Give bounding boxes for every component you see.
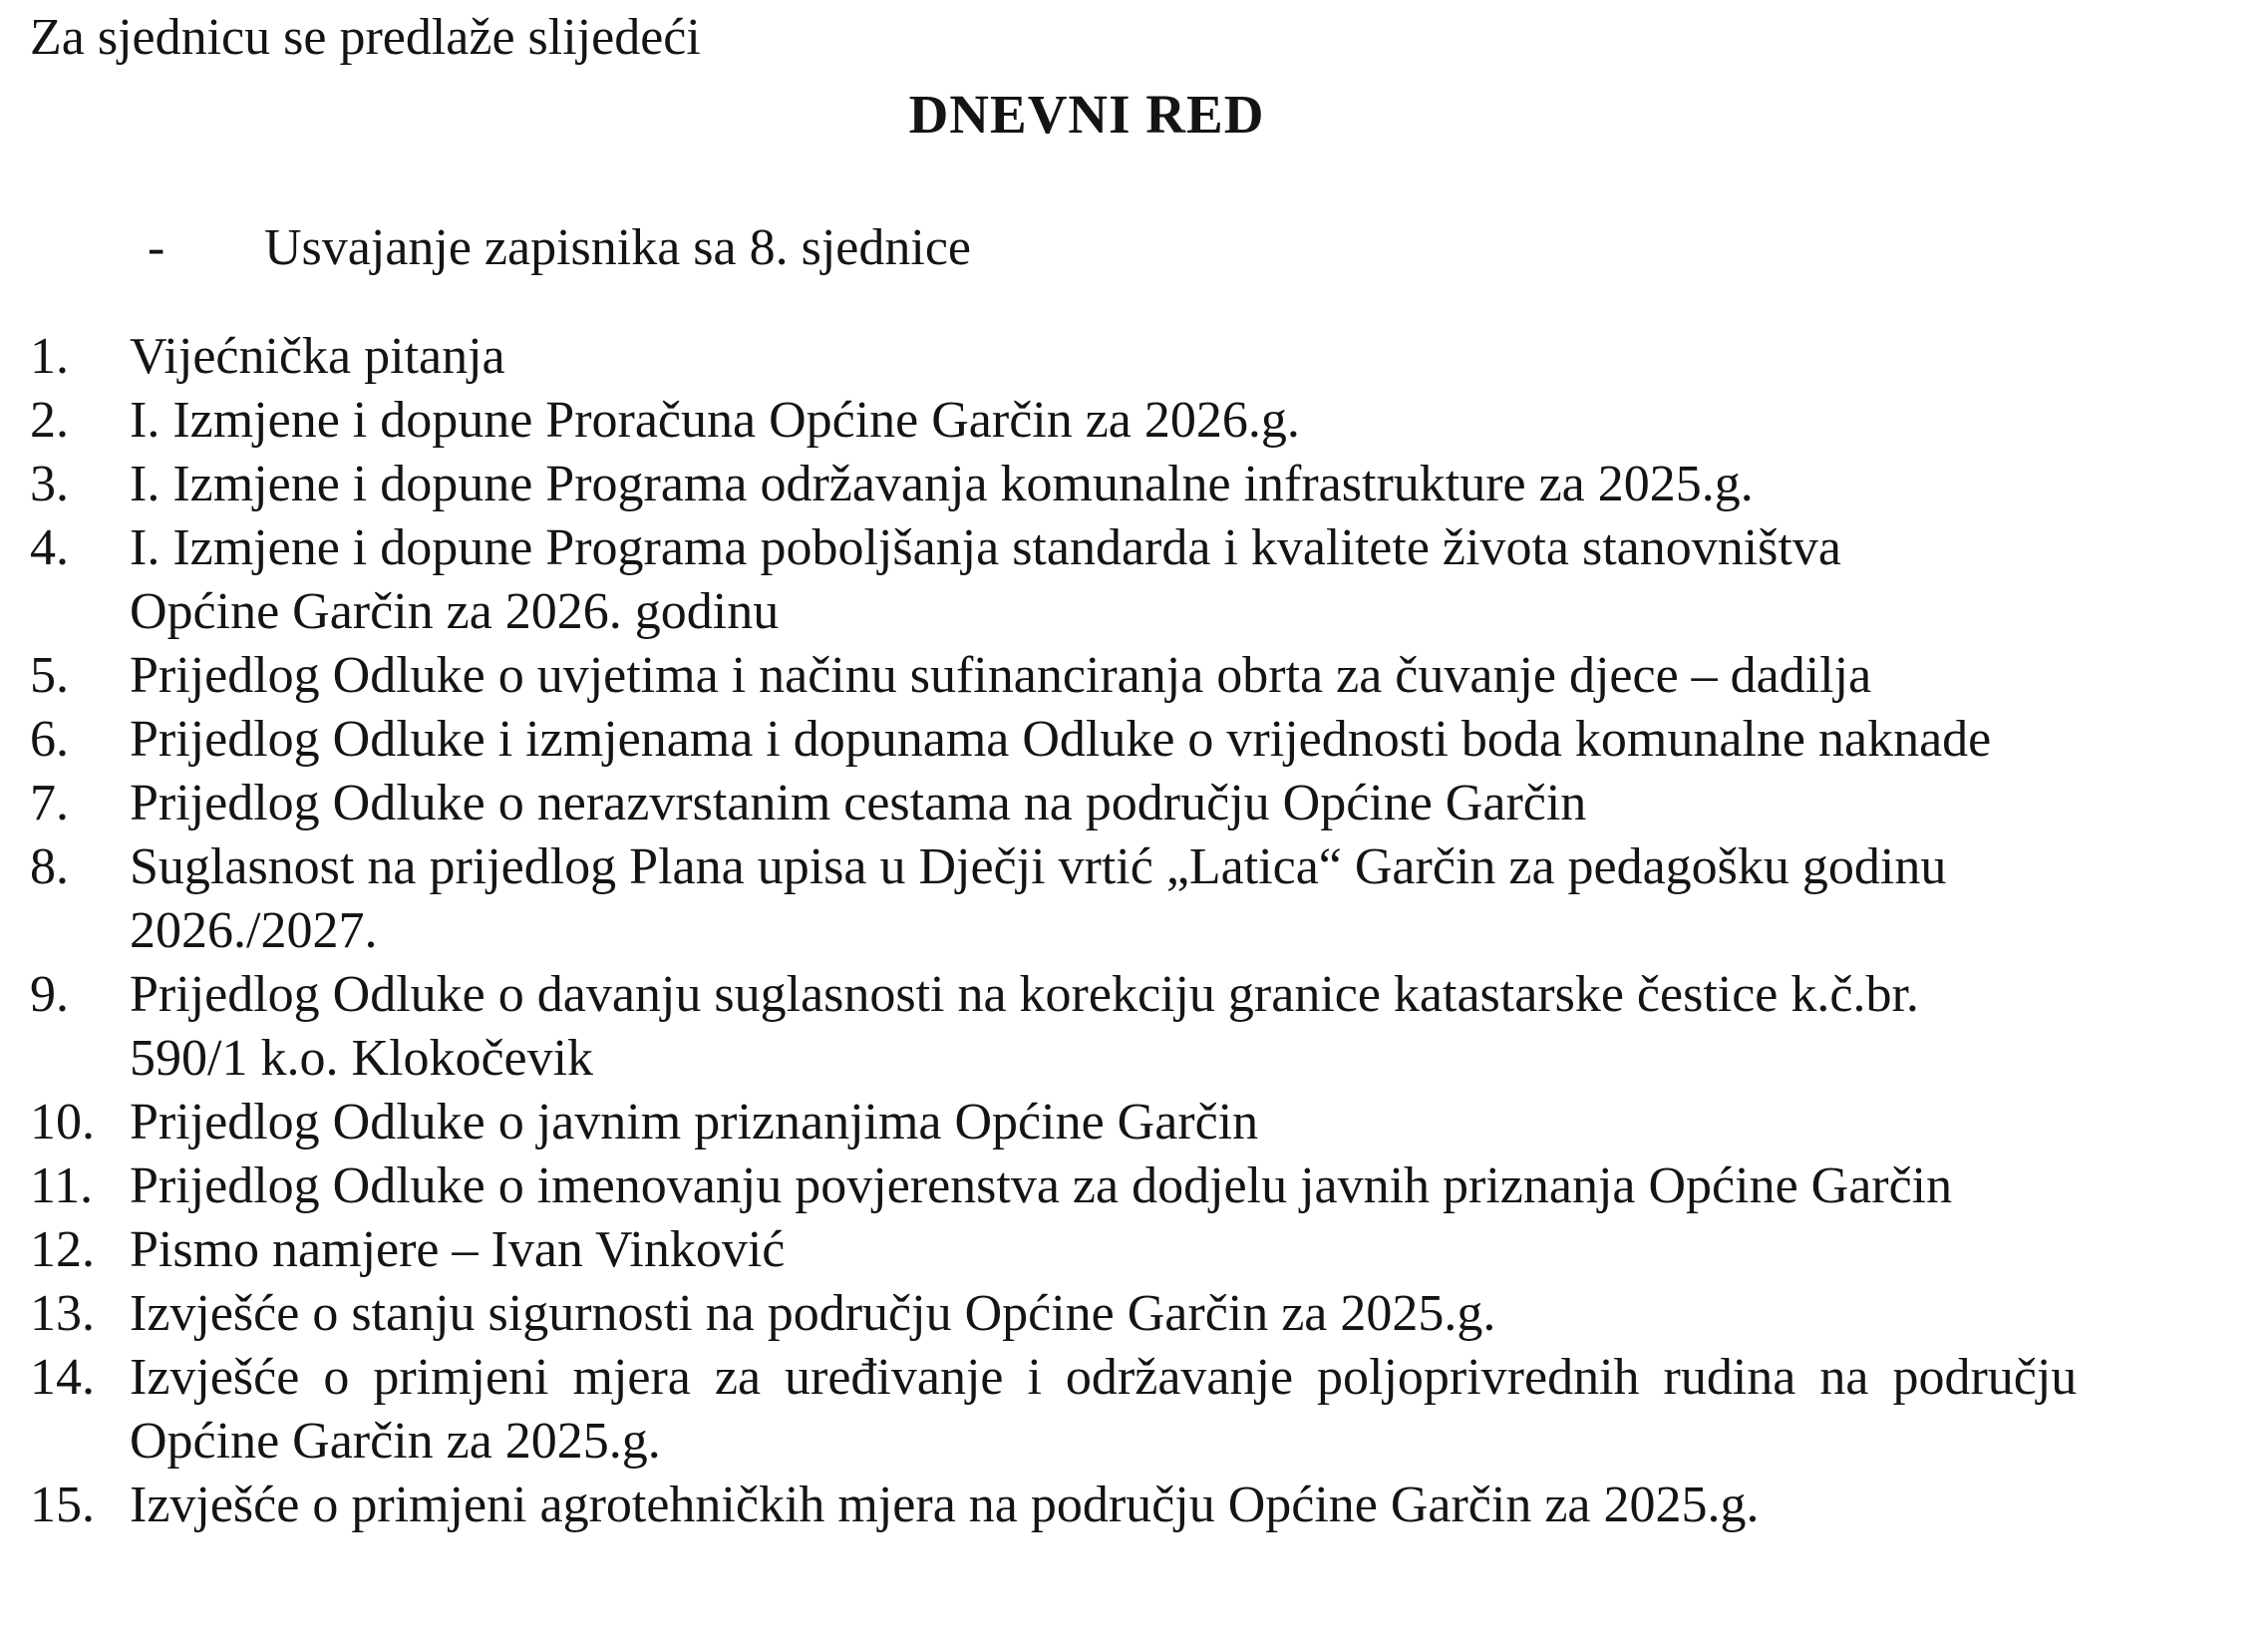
list-item-line [0,1091,2268,1154]
page-title: DNEVNI RED [908,84,1265,145]
bullet-dash: - [148,219,165,276]
item-text: Općine Garčin za 2025.g. [130,1413,661,1470]
item-number: 2. [30,392,69,449]
item-number: 6. [30,711,69,768]
item-number: 8. [30,838,69,895]
list-item-line [0,389,2268,453]
list-item-line [0,1027,2268,1091]
item-text: 590/1 k.o. Klokočevik [130,1030,594,1087]
item-text: Prijedlog Odluke o uvjetima i načinu sufinanciranja obrta za čuvanje djece – dadilja [130,647,1872,704]
list-item-line [0,772,2268,835]
list-item-line [0,1218,2268,1282]
item-number: 12. [30,1221,95,1278]
list-item-line [0,1282,2268,1346]
item-text: Prijedlog Odluke o davanju suglasnosti na korekciju granice katastarske čestice k.č.br. [130,966,1919,1023]
list-item-line [0,963,2268,1027]
item-number: 14. [30,1349,95,1406]
item-text: 2026./2027. [130,902,378,959]
list-item-line [0,835,2268,899]
item-text: Suglasnost na prijedlog Plana upisa u Dječji vrtić „Latica“ Garčin za pedagošku godinu [130,838,1947,895]
list-item-line [0,644,2268,708]
item-number: 13. [30,1285,95,1342]
item-number: 7. [30,775,69,831]
item-text: I. Izmjene i dopune Programa poboljšanja standarda i kvalitete života stanovništva [130,519,1841,576]
item-number: 3. [30,456,69,512]
list-item-line [0,453,2268,516]
bullet-text: Usvajanje zapisnika sa 8. sjednice [264,219,971,276]
list-item-line [0,1410,2268,1474]
bullet-line [0,216,2268,280]
list-item-line [0,1154,2268,1218]
list-item-line [0,580,2268,644]
item-text: Prijedlog Odluke o javnim priznanjima Općine Garčin [130,1094,1259,1151]
item-number: 15. [30,1477,95,1533]
item-number: 1. [30,328,69,385]
item-number: 11. [30,1157,94,1214]
item-text: I. Izmjene i dopune Proračuna Općine Garčin za 2026.g. [130,392,1300,449]
item-number: 10. [30,1094,95,1151]
item-text: Izvješće o stanju sigurnosti na području Općine Garčin za 2025.g. [130,1285,1496,1342]
list-item-line [0,325,2268,389]
item-text: Prijedlog Odluke i izmjenama i dopunama Odluke o vrijednosti boda komunalne naknade [130,711,1992,768]
list-item-line [0,516,2268,580]
item-text: I. Izmjene i dopune Programa održavanja komunalne infrastrukture za 2025.g. [130,456,1754,512]
item-number: 9. [30,966,69,1023]
item-number: 5. [30,647,69,704]
intro-text: Za sjednicu se predlaže slijedeći [30,9,701,66]
list-item-line [0,1346,2268,1410]
item-text: Pismo namjere – Ivan Vinković [130,1221,786,1278]
item-text: Općine Garčin za 2026. godinu [130,583,780,640]
list-item-line [0,899,2268,963]
item-number: 4. [30,519,69,576]
agenda-list [0,325,2268,1537]
item-text: Izvješće o primjeni agrotehničkih mjera na području Općine Garčin za 2025.g. [130,1477,1760,1533]
item-text: Prijedlog Odluke o nerazvrstanim cestama na području Općine Garčin [130,775,1587,831]
item-text: Prijedlog Odluke o imenovanju povjerenstva za dodjelu javnih priznanja Općine Garčin [130,1157,1953,1214]
list-item-line [0,1474,2268,1537]
list-item-line [0,708,2268,772]
item-text: Vijećnička pitanja [130,328,505,385]
item-text: Izvješće o primjeni mjera za uređivanje i održavanje poljoprivrednih rudina na području [130,1349,2078,1406]
